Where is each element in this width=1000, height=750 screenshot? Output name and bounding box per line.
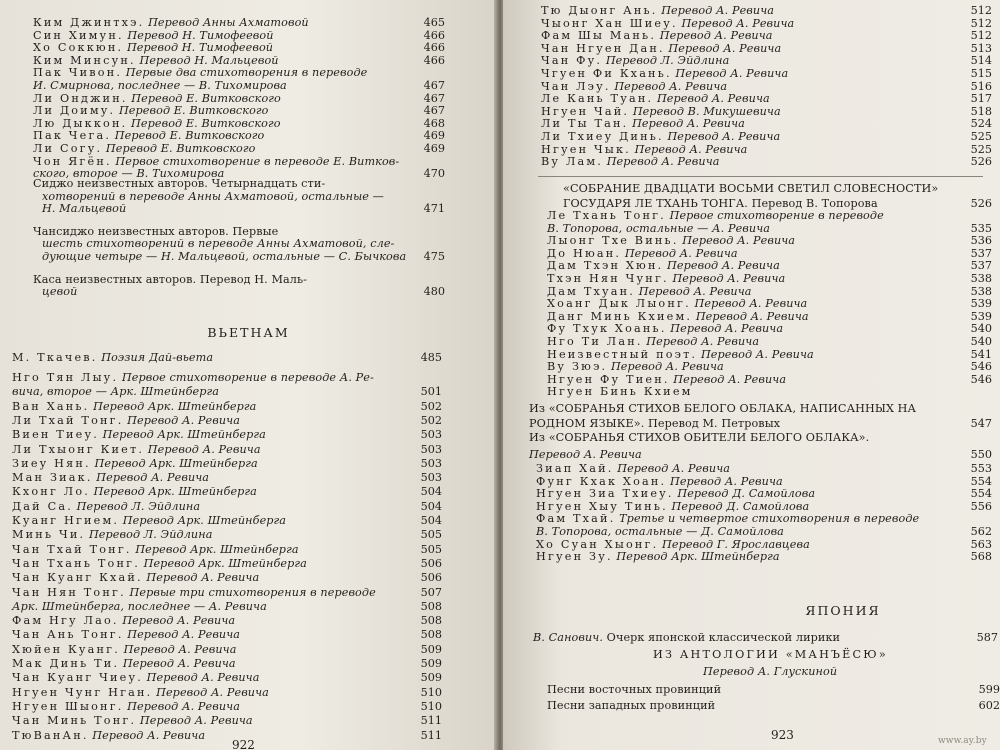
entry-author: Нгуен Хыу Тинь.	[536, 499, 668, 513]
entry-page-number: 507	[420, 585, 442, 599]
entry-translator: Перевод Г. Ярославцева	[662, 537, 810, 551]
entry-translator: Перевод Арк. Штейнберга	[93, 399, 257, 413]
entry-page-number: 525	[970, 142, 992, 156]
entry-author: Чан Нян Тонг.	[12, 585, 126, 599]
entry-page-number: 546	[970, 360, 992, 374]
entry-author: Хоанг Дык Лыонг.	[547, 297, 691, 311]
toc-entry	[12, 529, 432, 542]
entry-page-number: 504	[420, 485, 442, 499]
entry-translator: Перевод А. Ревича	[606, 155, 720, 169]
entry-author: Нгуен Чунг Нган.	[12, 685, 153, 699]
entry-page-number: 535	[970, 221, 992, 235]
entry-page-number: 540	[970, 335, 992, 348]
sub-collection: Из «СОБРАНЬЯ СТИХОВ ОБИТЕЛИ БЕЛОГО ОБЛАКА».	[529, 431, 870, 444]
entry-translator: Перевод А. Ревича	[661, 4, 775, 17]
entry-translator: Перевод А. Ревича	[127, 699, 241, 713]
entry-translator: Перевод А. Ревича	[681, 16, 795, 30]
entry-translator: Перевод Д. Самойлова	[671, 499, 810, 513]
entry-author: Чон Ягён.	[33, 154, 112, 168]
entry-translator: Перевод А. Ревича	[667, 259, 780, 273]
entry-translator: Перевод Арк. Штейнберга	[135, 542, 299, 556]
block-line: Н. Мальцевой	[42, 202, 127, 216]
entry-author: Фам Шы Мань.	[541, 29, 657, 43]
entry-author: Дам Тхэн Хюн.	[547, 259, 664, 273]
entry-page-number: 537	[970, 259, 992, 273]
toc-entry	[12, 658, 432, 671]
entry-page-number: 511	[420, 714, 442, 728]
toc-entry	[12, 544, 432, 557]
entry-author: Чгуен Фи Кхань.	[541, 67, 672, 80]
collection-title: «СОБРАНИЕ ДВАДЦАТИ ВОСЬМИ СВЕТИЛ СЛОВЕСНОСТИ»	[563, 182, 939, 195]
entry-page-number: 517	[970, 92, 992, 106]
entry-page-number: 540	[970, 322, 992, 336]
block-line: Сиджо неизвестных авторов. Четырнадцать сти-	[33, 177, 326, 190]
sub-collection: Из «СОБРАНЬЯ СТИХОВ БЕЛОГО ОБЛАКА, НАПИСАННЫХ НА	[529, 402, 917, 415]
entry-translator: Перевод Арк. Штейнберга	[616, 550, 780, 564]
entry-author: Чан Тхань Тонг.	[12, 556, 140, 570]
entry-translator: Перевод А. Ревича	[614, 79, 728, 93]
entry-translator: Перевод А. Ревича	[147, 442, 261, 456]
anthology-heading: ИЗ АНТОЛОГИИ «МАНЪЁСЮ»	[653, 648, 888, 661]
block-line: Каса неизвестных авторов. Перевод Н. Маль-	[33, 272, 308, 286]
block-line: дующие четыре — Н. Мальцевой, остальные — С. Бычкова	[42, 250, 407, 263]
entry-author: Ли Доиму.	[33, 104, 116, 118]
entry-author: Чан Фу.	[541, 54, 603, 68]
entry-translator: Первое стихотворение в переводе А. Ре-	[121, 371, 374, 384]
entry-page-number: 554	[970, 487, 992, 501]
entry-author: Ли Ты Тан.	[541, 117, 629, 131]
entry-author: Ли Онджин.	[33, 91, 128, 105]
entry-author: Фам Нгу Лао.	[12, 614, 119, 628]
entry-page-number: 541	[970, 347, 992, 361]
entry-page-number: 511	[420, 728, 442, 742]
entry-author: Нго Тян Лыу.	[12, 371, 119, 384]
entry-page-number: 509	[420, 642, 442, 656]
entry-translator: Первые два стихотворения в переводе	[125, 66, 368, 80]
entry-page-number: 599	[978, 683, 1000, 696]
entry-author: Нгуен Бинь Кхием	[547, 385, 693, 399]
entry-author: Ли Согу.	[33, 142, 103, 155]
entry-page-number: 502	[420, 413, 442, 427]
entry-author: Ли Тхай Тонг.	[12, 413, 124, 427]
entry-page-number: 505	[420, 542, 442, 556]
entry-translator: Первое стихотворение в переводе	[669, 209, 884, 222]
entry-translator: Перевод А. Ревича	[127, 628, 241, 642]
entry-translator: И. Смирнова, последнее — В. Тихомирова	[33, 79, 287, 92]
toc-entry	[12, 629, 432, 642]
entry-author: Чан Ань Тонг.	[12, 628, 124, 642]
entry-page-number: 466	[423, 53, 445, 67]
entry-translator: Перевод Арк. Штейнберга	[93, 485, 257, 499]
entry-translator: Перевод А. Ревича	[617, 462, 731, 475]
entry-translator: Перевод А. Ревича	[656, 92, 770, 106]
entry-author: Чан Лэу.	[541, 79, 611, 93]
entry-translator: Перевод В. Микушевича	[632, 104, 781, 118]
entry-author: Нго Ти Лан.	[547, 335, 643, 348]
entry-page-number: 485	[420, 351, 442, 364]
entry-page-number: 503	[420, 456, 442, 470]
entry-author: Лыонг Тхе Винь.	[547, 234, 679, 248]
entry-author: Пак Чивон.	[33, 66, 123, 80]
entry-author: Куанг Нгием.	[12, 514, 120, 527]
entry-author: Нгуен Чык.	[541, 142, 631, 156]
toc-entry	[12, 458, 432, 471]
entry-translator: Перевод А. Ревича	[92, 728, 206, 742]
entry-translator: Перевод А. Ревича	[139, 714, 253, 728]
entry-page-number: 510	[420, 685, 442, 699]
entry-page-number: 508	[420, 599, 442, 613]
entry-page-number: 480	[423, 285, 445, 299]
toc-entry	[12, 386, 432, 399]
divider	[538, 176, 983, 177]
entry-author: Тхэн Нян Чунг.	[547, 272, 669, 285]
sub-collection: Перевод А. Ревича	[529, 447, 642, 461]
entry-translator: Перевод Е. Витковского	[131, 116, 281, 130]
entry-author: Ли Тхыонг Киет.	[12, 442, 145, 456]
watermark: www.ay.by	[938, 736, 987, 746]
toc-entry	[12, 587, 432, 600]
entry-page-number: 525	[970, 130, 992, 143]
entry-page-number: 466	[423, 41, 445, 55]
section-heading: ЯПОНИЯ	[805, 603, 881, 618]
entry-translator: Перевод Е. Витковского	[118, 104, 269, 118]
entry-translator: Перевод А. Ревича	[675, 67, 789, 80]
entry-translator: Перевод А. Ревича	[694, 297, 808, 311]
entry-translator: Перевод А. Ревича	[669, 474, 783, 488]
right-page	[503, 0, 1000, 750]
toc-entry	[12, 515, 432, 528]
entry-page-number: 526	[970, 155, 992, 169]
anthology-translator: Перевод А. Глускиной	[703, 665, 838, 678]
entry-page-number: 468	[423, 116, 445, 130]
entry-translator: Перевод Е. Витковского	[114, 129, 265, 143]
entry-page-number: 513	[970, 41, 992, 55]
entry-translator: Перевод А. Ревича	[673, 372, 787, 386]
entry-translator: Перевод А. Ревича	[122, 657, 236, 670]
song-entry: Песни западных провинций	[547, 699, 716, 713]
block-line: шесть стихотворений в переводе Анны Ахматовой, сле-	[42, 237, 395, 251]
entry-author: Фу Тхук Хоань.	[547, 322, 667, 336]
entry-translator: Перевод Л. Эйдлина	[76, 499, 201, 513]
entry-page-number: 512	[970, 4, 992, 17]
entry-translator: Перевод А. Ревича	[146, 671, 260, 685]
entry-translator: Перевод Л. Эйдлина	[88, 528, 213, 542]
toc-entry	[12, 701, 432, 714]
entry-translator: Перевод Е. Витковского	[131, 91, 281, 105]
entry-author: Мак Динь Ти.	[12, 657, 120, 670]
toc-entry	[12, 558, 432, 571]
entry-author: До Нюан.	[547, 246, 622, 260]
toc-entry	[12, 715, 432, 728]
entry-page-number: 470	[423, 167, 445, 181]
entry-translator: Перевод Арк. Штейнберга	[122, 514, 287, 527]
entry-translator: Перевод Д. Самойлова	[677, 487, 816, 501]
entry-translator: Перевод Л. Эйдлина	[605, 54, 730, 68]
collection-title: ГОСУДАРЯ ЛЕ ТХАНЬ ТОНГА. Перевод В. Топорова	[563, 196, 878, 210]
entry-author: Ле Тхань Тонг.	[547, 209, 666, 222]
entry-author: Минь Чи.	[12, 528, 86, 542]
entry-page-number: 467	[423, 79, 445, 92]
entry-author: В. Санович.	[533, 631, 604, 644]
toc-entry	[12, 672, 432, 685]
block-line: Чансиджо неизвестных авторов. Первые	[33, 224, 279, 238]
entry-page-number: 469	[423, 129, 445, 143]
entry-page-number: 467	[423, 91, 445, 105]
entry-translator: Перевод А. Ревича	[156, 685, 269, 699]
toc-entry	[541, 156, 961, 169]
entry-page-number: 503	[420, 428, 442, 442]
entry-page-number: 509	[420, 671, 442, 685]
toc-entry	[12, 486, 432, 499]
entry-page-number: 504	[420, 499, 442, 513]
entry-page-number: 587	[976, 631, 998, 644]
entry-translator: Перевод Арк. Штейнберга	[94, 456, 258, 470]
entry-author: Чыонг Хан Шиеу.	[541, 16, 678, 30]
entry-translator: Перевод Анны Ахматовой	[148, 16, 309, 29]
entry-page-number: 505	[420, 528, 442, 542]
entry-author: Чан Тхай Тонг.	[12, 542, 132, 556]
entry-translator: В. Топорова, остальные — А. Ревича	[547, 221, 771, 235]
entry-author: Зиеу Нян.	[12, 456, 91, 470]
entry-page-number: 467	[423, 104, 445, 118]
entry-author: Дай Са.	[12, 499, 73, 513]
entry-translator: вича, второе — Арк. Штейнберга	[12, 385, 220, 399]
sub-collection: РОДНОМ ЯЗЫКЕ». Перевод М. Петровых	[529, 416, 781, 430]
entry-page-number: 469	[423, 142, 445, 155]
entry-translator: Перевод А. Ревича	[700, 347, 814, 361]
entry-translator: Первые три стихотворения в переводе	[129, 585, 376, 599]
entry-page-number: 602	[978, 699, 1000, 713]
section-heading: ВЬЕТНАМ	[207, 325, 290, 340]
entry-author: Зиап Хай.	[536, 462, 614, 475]
entry-translator: Перевод А. Ревича	[122, 614, 236, 628]
entry-author: Чан Нгуен Дан.	[541, 41, 665, 55]
toc-entry	[533, 632, 840, 645]
entry-page-number: 503	[420, 442, 442, 456]
entry-author: Хюйен Куанг.	[12, 642, 120, 656]
entry-translator: Перевод Н. Тимофеевой	[126, 41, 274, 55]
entry-title: Очерк японской классической лирики	[606, 631, 841, 644]
entry-translator: Перевод Н. Мальцевой	[139, 53, 279, 67]
entry-translator: Перевод А. Ревича	[123, 642, 237, 656]
entry-author: Чан Куанг Чиеу.	[12, 671, 143, 685]
entry-page-number: 466	[423, 28, 445, 42]
block-line: цевой	[42, 285, 78, 299]
entry-author: Нгуен Фу Тиен.	[547, 372, 670, 386]
entry-author: Хо Соккюн.	[33, 41, 124, 55]
block-line: хотворений в переводе Анны Ахматовой, остальные —	[42, 189, 384, 203]
entry-translator: Перевод А. Ревича	[670, 322, 784, 336]
entry-author: Ван Хань.	[12, 399, 90, 413]
entry-page-number: 554	[970, 474, 992, 488]
entry-author: Син Химун.	[33, 28, 124, 42]
entry-page-number: 504	[420, 514, 442, 527]
entry-page-number: 510	[420, 699, 442, 713]
entry-page-number: 501	[420, 385, 442, 399]
entry-translator: ского, второе — В. Тихомирова	[33, 167, 225, 181]
entry-page-number: 547	[970, 416, 992, 430]
entry-page-number: 506	[420, 556, 442, 570]
entry-translator: Арк. Штейнберга, последнее — А. Ревича	[12, 599, 267, 613]
entry-author: Тю Дыонг Ань.	[541, 4, 658, 17]
song-entry: Песни восточных провинций	[547, 683, 722, 696]
entry-page-number: 568	[970, 550, 992, 564]
entry-translator: Перевод А. Ревича	[146, 571, 260, 585]
entry-page-number: 503	[420, 471, 442, 485]
entry-author: Нгуен Шыонг.	[12, 699, 124, 713]
entry-author: Ле Кань Туан.	[541, 92, 654, 106]
entry-page-number: 512	[970, 29, 992, 43]
entry-translator: Перевод А. Ревича	[659, 29, 773, 43]
entry-page-number: 536	[970, 234, 992, 248]
entry-author: Виен Тиеу.	[12, 428, 99, 442]
entry-translator: В. Топорова, остальные — Д. Самойлова	[536, 525, 784, 538]
entry-author: Нгуен Зиа Тхиеу.	[536, 487, 674, 501]
entry-author: М. Ткачев.	[12, 351, 98, 364]
toc-entry	[547, 386, 967, 399]
entry-translator: Перевод А. Ревича	[667, 130, 781, 143]
entry-translator: Третье и четвертое стихотворения в переводе	[619, 512, 920, 526]
entry-page-number: 546	[970, 372, 992, 386]
entry-page-number: 502	[420, 399, 442, 413]
entry-translator: Перевод А. Ревича	[632, 117, 745, 131]
entry-author: Лю Дыккон.	[33, 116, 128, 130]
entry-page-number: 539	[970, 309, 992, 323]
entry-author: Чан Куанг Кхай.	[12, 571, 143, 585]
entry-translator: Перевод А. Ревича	[634, 142, 748, 156]
entry-translator: Перевод Е. Витковского	[105, 142, 256, 155]
entry-page-number: 537	[970, 246, 992, 260]
entry-author: Чан Минь Тонг.	[12, 714, 137, 728]
entry-author: Нгуен Чай.	[541, 104, 630, 118]
entry-author: Ву Лам.	[541, 155, 604, 169]
toc-entry	[12, 352, 432, 365]
entry-translator: Поэзия Дай-вьета	[101, 351, 214, 364]
entry-page-number: 556	[970, 499, 992, 513]
entry-page-number: 518	[970, 104, 992, 118]
entry-page-number: 508	[420, 614, 442, 628]
entry-translator: Перевод А. Ревича	[624, 246, 738, 260]
entry-author: Данг Минь Кхием.	[547, 309, 693, 323]
entry-author: Ким Джинтхэ.	[33, 16, 145, 29]
entry-page-number: 538	[970, 272, 992, 285]
page-number: 922	[232, 738, 255, 750]
entry-author: Ман Зиак.	[12, 471, 93, 485]
page-number: 923	[771, 728, 794, 742]
entry-translator: Перевод А. Ревича	[638, 284, 752, 298]
toc-entry	[536, 551, 966, 564]
entry-page-number: 550	[970, 447, 992, 461]
entry-translator: Перевод А. Ревича	[672, 272, 786, 285]
toc-entry	[12, 687, 432, 700]
entry-page-number: 514	[970, 54, 992, 68]
toc-entry	[12, 472, 432, 485]
entry-page-number: 538	[970, 284, 992, 298]
entry-translator: Перевод А. Ревича	[646, 335, 760, 348]
entry-author: Дам Тхуан.	[547, 284, 636, 298]
entry-author: Ким Минсун.	[33, 53, 136, 67]
entry-translator: Перевод Арк. Штейнберга	[143, 556, 307, 570]
left-page	[0, 0, 497, 750]
toc-entry	[12, 401, 432, 414]
entry-page-number: 539	[970, 297, 992, 311]
entry-page-number: 471	[423, 202, 445, 216]
entry-page-number: 508	[420, 628, 442, 642]
entry-translator: Первое стихотворение в переводе Е. Витков-	[115, 154, 400, 168]
toc-entry	[12, 415, 432, 428]
entry-author: ТюВанАн.	[12, 728, 89, 742]
entry-translator: Перевод А. Ревича	[668, 41, 782, 55]
toc-entry	[12, 572, 432, 585]
entry-page-number: 524	[970, 117, 992, 131]
entry-author: Фам Тхай.	[536, 512, 616, 526]
toc-entry	[12, 601, 432, 614]
entry-page-number: 506	[420, 571, 442, 585]
toc-entry	[12, 615, 432, 628]
entry-author: Хо Суан Хыонг.	[536, 537, 659, 551]
entry-page-number: 475	[423, 250, 445, 263]
entry-translator: Перевод А. Ревича	[695, 309, 809, 323]
entry-author: Нгуен Зу.	[536, 550, 613, 564]
entry-page-number: 563	[970, 537, 992, 551]
entry-author: Пак Чега.	[33, 129, 112, 143]
entry-author: Фунг Кхак Хоан.	[536, 474, 667, 488]
entry-translator: Перевод А. Ревича	[127, 413, 240, 427]
entry-author: Неизвестный поэт.	[547, 347, 698, 361]
entry-translator: Перевод Н. Тимофеевой	[127, 28, 274, 42]
entry-author: Кхонг Ло.	[12, 485, 91, 499]
entry-page-number: 526	[970, 196, 992, 210]
entry-translator: Перевод А. Ревича	[610, 360, 724, 374]
entry-page-number: 509	[420, 657, 442, 670]
entry-page-number: 465	[423, 16, 445, 29]
entry-page-number: 512	[970, 16, 992, 30]
toc-entry	[12, 429, 432, 442]
toc-entry	[12, 372, 432, 385]
entry-translator: Перевод А. Ревича	[96, 471, 210, 485]
entry-author: Ли Тхиеу Динь.	[541, 130, 664, 143]
toc-entry	[12, 444, 432, 457]
toc-entry	[12, 730, 432, 743]
entry-page-number: 515	[970, 67, 992, 80]
toc-entry	[12, 644, 432, 657]
toc-entry	[12, 501, 432, 514]
entry-page-number: 562	[970, 525, 992, 538]
entry-translator: Перевод Арк. Штейнберга	[102, 428, 266, 442]
entry-page-number: 516	[970, 79, 992, 93]
entry-author: Ву Зюэ.	[547, 360, 608, 374]
entry-page-number: 553	[970, 462, 992, 475]
entry-translator: Перевод А. Ревича	[682, 234, 796, 248]
